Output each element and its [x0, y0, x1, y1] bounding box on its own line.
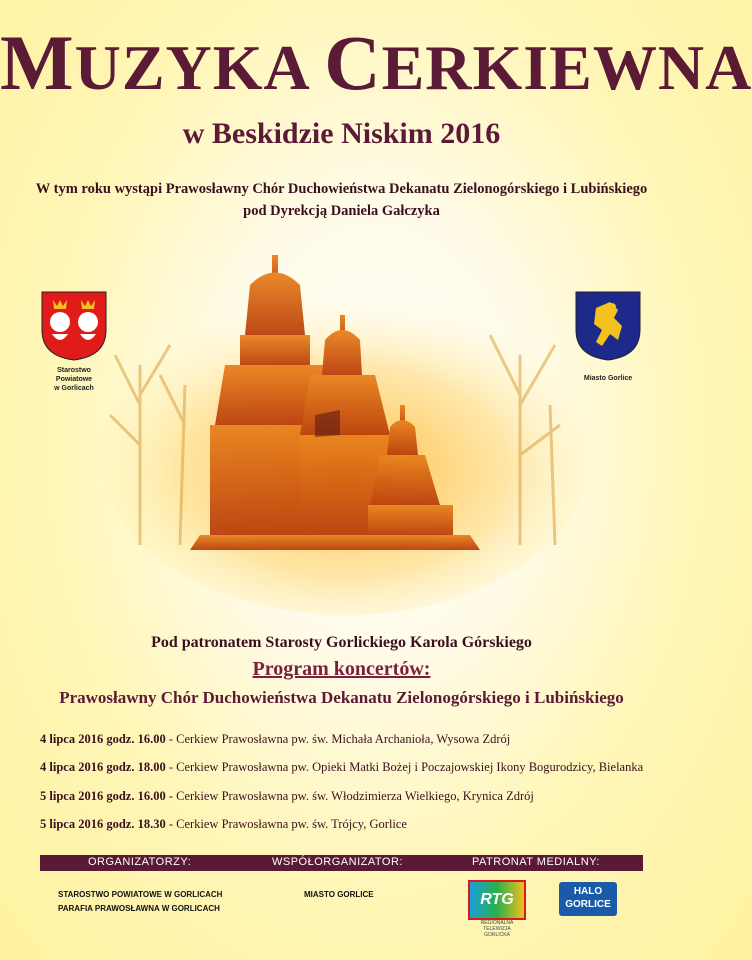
gorlice-label: Miasto Gorlice [583, 375, 633, 382]
concert-date: 4 lipca 2016 godz. 18.00 [40, 760, 166, 774]
concert-row [40, 817, 407, 832]
concert-date: 4 lipca 2016 godz. 16.00 [40, 732, 166, 746]
halo-gorlice-logo [559, 882, 617, 916]
concert-place: - Cerkiew Prawosławna pw. św. Włodzimierza Wielkiego, Krynica Zdrój [165, 789, 534, 803]
concert-row [40, 732, 510, 747]
intro-line: pod Dyrekcją Daniela Gałczyka [243, 203, 440, 219]
intro-line: W tym roku wystąpi Prawosławny Chór Duchowieństwa Dekanatu Zielonogórskiego i Lubińskiego [35, 181, 648, 197]
concert-date: 5 lipca 2016 godz. 16.00 [40, 789, 166, 803]
rtg-caption [468, 920, 526, 938]
rtg-logo-box [468, 880, 526, 920]
powiat-label-line: Starostwo Powiatowe [55, 367, 93, 383]
rtg-caption-line: GORLICKA [484, 932, 510, 938]
co-organizer-name: MIASTO GORLICE [304, 890, 374, 899]
media-patron-label: PATRONAT MEDIALNY: [472, 856, 600, 868]
intro-text [0, 178, 683, 222]
church-illustration [100, 225, 590, 615]
organizer-item: PARAFIA PRAWOSŁAWNA W GORLICACH [58, 904, 220, 913]
footer-label-bar [40, 855, 643, 871]
organizer-item: STAROSTWO POWIATOWE W GORLICACH [58, 890, 223, 899]
organizers-list [58, 888, 222, 916]
rtg-caption-line: REGIONALNA TELEWIZJA [480, 920, 514, 932]
organizers-label: ORGANIZATORZY: [88, 856, 192, 868]
concert-row [40, 789, 534, 804]
powiat-label-line: w Gorlicach [54, 385, 94, 392]
concert-date: 5 lipca 2016 godz. 18.30 [40, 817, 166, 831]
rtg-logo-text: RTG [480, 891, 514, 908]
halo-logo-line: GORLICE [565, 899, 611, 910]
powiat-crest [40, 290, 108, 393]
co-organizer-label: WSPÓŁORGANIZATOR: [272, 856, 403, 868]
gorlice-crest [574, 290, 642, 383]
program-heading: Program koncertów: [252, 658, 431, 680]
eagle-crest-icon [40, 290, 108, 362]
concert-place: - Cerkiew Prawosławna pw. Opieki Matki Bożej i Poczajowskiej Ikony Bogurodzicy, Bielanka [165, 760, 644, 774]
poster-title: MUZYKA CERKIEWNA [0, 19, 752, 106]
choir-name: Prawosławny Chór Duchowieństwa Dekanatu Zielonogórskiego i Lubińskiego [59, 688, 624, 707]
poster-subtitle: w Beskidzie Niskim 2016 [182, 117, 501, 150]
concert-place: - Cerkiew Prawosławna pw. św. Michała Archanioła, Wysowa Zdrój [165, 732, 511, 746]
concert-row [40, 760, 643, 775]
powiat-label [40, 366, 108, 393]
halo-logo-line: HALO [573, 886, 603, 897]
lion-crest-icon [574, 290, 642, 362]
patronage-text: Pod patronatem Starosty Gorlickiego Karola Górskiego [151, 634, 532, 651]
concert-place: - Cerkiew Prawosławna pw. św. Trójcy, Gorlice [165, 817, 407, 831]
rtg-logo [468, 880, 526, 938]
